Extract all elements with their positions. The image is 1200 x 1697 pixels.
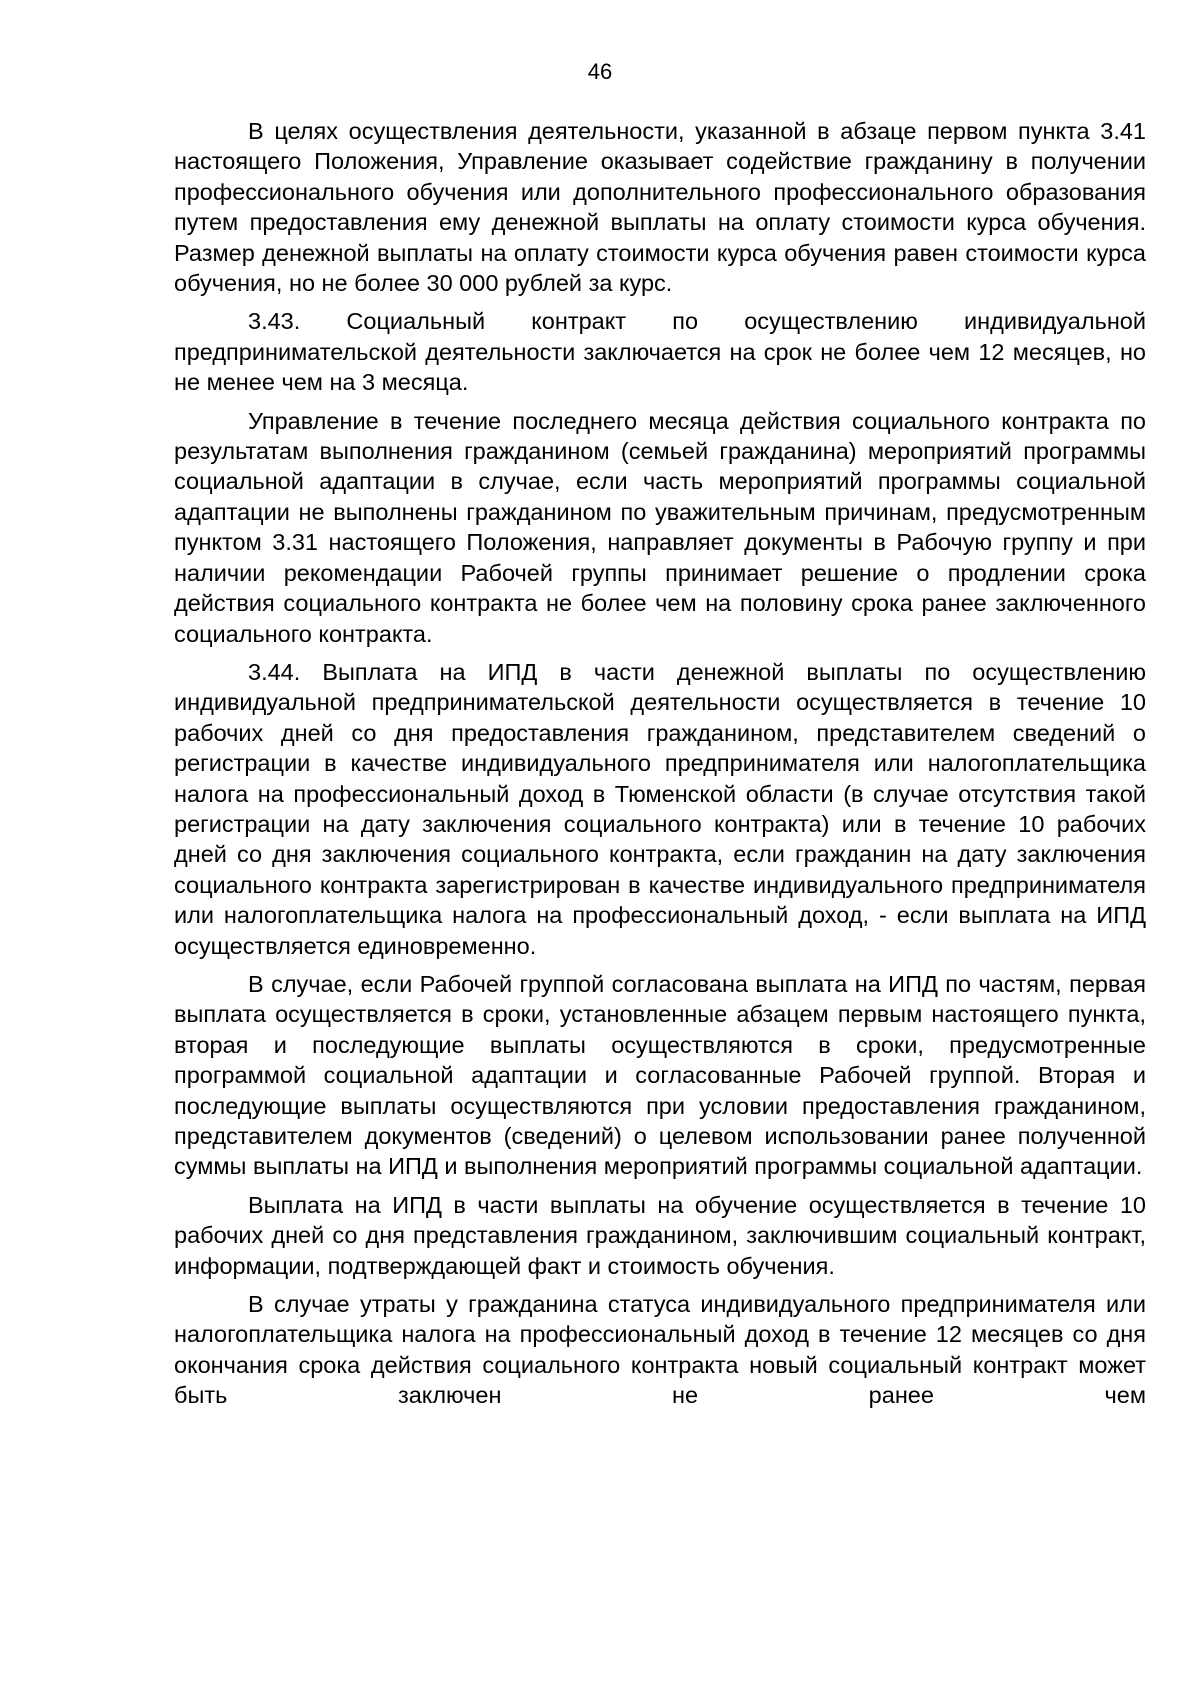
- paragraph-contract-extension: Управление в течение последнего месяца действия социального контракта по результатам выполнения гражданином (семьей гражданина) мероприятий программы социальной адаптации в случае, если часть мероприятий программы социальной адаптации не выполнены гражданином по уважительным причинам, предусмотренным пунктом 3.31 настоящего Положения, направляет документы в Рабочую группу и при наличии рекомендации Рабочей группы принимает решение о продлении срока действия социального контракта не более чем на половину срока ранее заключенного социального контракта.: [174, 407, 1146, 647]
- paragraph-vocational-training-payment: В целях осуществления деятельности, указанной в абзаце первом пункта 3.41 настоящего Положения, Управление оказывает содействие гражданину в получении профессионального обучения или дополнительного профессионального образования путем предоставления ему денежной выплаты на оплату стоимости курса обучения. Размер денежной выплаты на оплату стоимости курса обучения равен стоимости курса обучения, но не более 30 000 рублей за курс.: [174, 118, 1146, 297]
- page-number: 46: [587, 59, 613, 84]
- paragraph-3-44-payment-timing: 3.44. Выплата на ИПД в части денежной выплаты по осуществлению индивидуальной предпринимательской деятельности осуществляется в течение 10 рабочих дней со дня предоставления гражданином, представителем сведений о регистрации в качестве индивидуального предпринимателя или налогоплательщика налога на профессиональный доход в Тюменской области (в случае отсутствия такой регистрации на дату заключения социального контракта) или в течение 10 рабочих дней со дня заключения социального контракта, если гражданин на дату заключения социального контракта зарегистрирован в качестве индивидуального предпринимателя или налогоплательщика налога на профессиональный доход, - если выплата на ИПД осуществляется единовременно.: [174, 658, 1146, 959]
- paragraph-training-payment: Выплата на ИПД в части выплаты на обучение осуществляется в течение 10 рабочих дней со дня представления гражданином, заключившим социальный контракт, информации, подтверждающей факт и стоимость обучения.: [174, 1191, 1146, 1279]
- paragraph-3-43-contract-term: 3.43. Социальный контракт по осуществлению индивидуальной предпринимательской деятельности заключается на срок не более чем 12 месяцев, но не менее чем на 3 месяца.: [174, 308, 1146, 396]
- paragraph-installment-payments: В случае, если Рабочей группой согласована выплата на ИПД по частям, первая выплата осуществляется в сроки, установленные абзацем первым настоящего пункта, вторая и последующие выплаты осуществляются в сроки, предусмотренные программой социальной адаптации и согласованные Рабочей группой. Вторая и последующие выплаты осуществляются при условии предоставления гражданином, представителем документов (сведений) о целевом использовании ранее полученной суммы выплаты на ИПД и выполнения мероприятий программы социальной адаптации.: [174, 970, 1146, 1180]
- paragraph-status-loss: В случае утраты у гражданина статуса индивидуального предпринимателя или налогоплательщика налога на профессиональный доход в течение 12 месяцев со дня окончания срока действия социального контракта новый социальный контракт может быть заключен не ранее чем: [174, 1291, 1146, 1409]
- document-body: [174, 116, 1146, 1419]
